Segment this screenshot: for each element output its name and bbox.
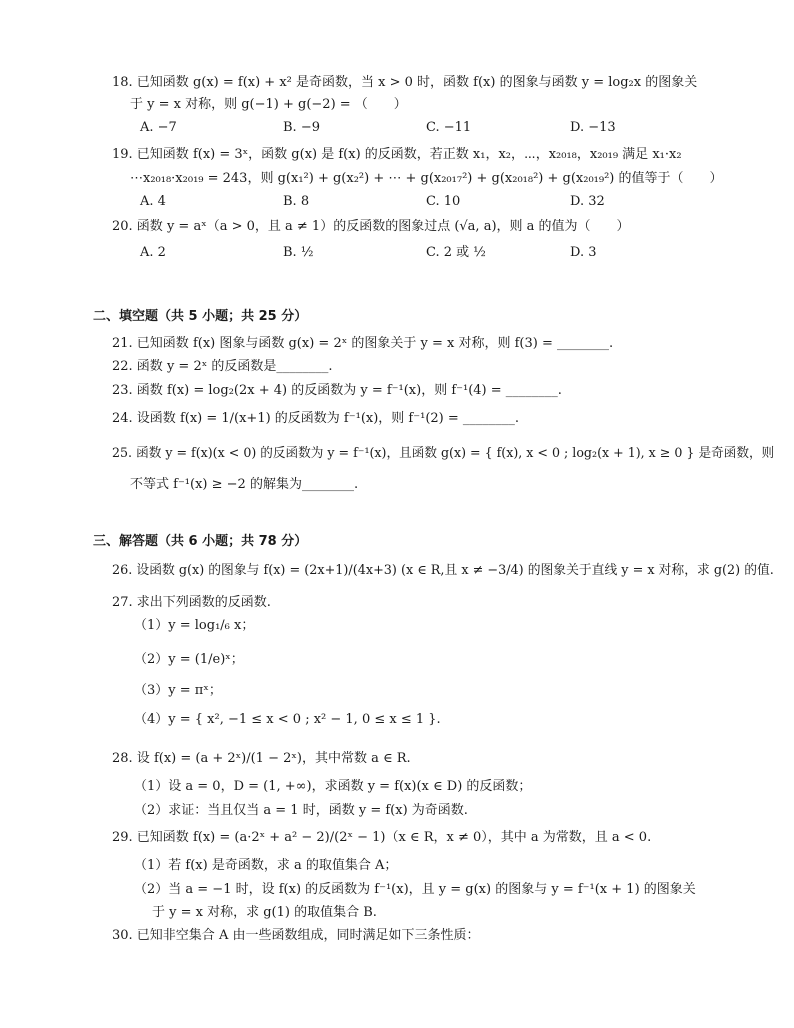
q27-stem: 27. 求出下列函数的反函数. <box>112 595 271 610</box>
q25-line1: 25. 函数 y = f(x)(x < 0) 的反函数为 y = f⁻¹(x)，且函数 g(x) = { f(x), x < 0 ; log₂(x + 1), x ≥ 0 } 是奇函数，则 <box>112 446 775 461</box>
q23: 23. 函数 f(x) = log₂(2x + 4) 的反函数为 y = f⁻¹(x)，则 f⁻¹(4) = ________. <box>112 383 562 398</box>
q29-stem: 29. 已知函数 f(x) = (a·2ˣ + a² − 2)/(2ˣ − 1)（x ∈ R，x ≠ 0），其中 a 为常数，且 a < 0. <box>112 830 652 845</box>
q19-line1: 19. 已知函数 f(x) = 3ˣ，函数 g(x) 是 f(x) 的反函数，若正数 x₁，x₂，⋯，x₂₀₁₈，x₂₀₁₉ 满足 x₁·x₂ <box>112 147 682 162</box>
q21: 21. 已知函数 f(x) 图象与函数 g(x) = 2ˣ 的图象关于 y = x 对称，则 f(3) = ________. <box>112 336 614 351</box>
q18-option-d: D. −13 <box>570 120 616 135</box>
q27-part3: （3）y = πˣ； <box>134 683 222 698</box>
q27-part1: （1）y = log₁/₆ x； <box>134 618 255 633</box>
q19-option-c: C. 10 <box>426 194 461 209</box>
q19-option-a: A. 4 <box>140 194 166 209</box>
q28-part1: （1）设 a = 0，D = (1, +∞)，求函数 y = f(x)(x ∈ D) 的反函数； <box>134 779 532 794</box>
q18-option-c: C. −11 <box>426 120 472 135</box>
q20-option-a: A. 2 <box>140 245 166 260</box>
q20-option-c: C. 2 或 ½ <box>426 245 486 260</box>
q20-line1: 20. 函数 y = aˣ（a > 0，且 a ≠ 1）的反函数的图象过点 (√a, a)，则 a 的值为（ ） <box>112 219 630 234</box>
q18-line1: 18. 已知函数 g(x) = f(x) + x² 是奇函数，当 x > 0 时，函数 f(x) 的图象与函数 y = log₂x 的图象关 <box>112 75 698 90</box>
q22: 22. 函数 y = 2ˣ 的反函数是________. <box>112 359 333 374</box>
q19-option-b: B. 8 <box>283 194 310 209</box>
q20-option-b: B. ½ <box>283 245 314 260</box>
q29-part2-cont: 于 y = x 对称，求 g(1) 的取值集合 B. <box>152 905 377 920</box>
q28-stem: 28. 设 f(x) = (a + 2ˣ)/(1 − 2ˣ)，其中常数 a ∈ R. <box>112 751 411 766</box>
q19-option-d: D. 32 <box>570 194 605 209</box>
q28-part2: （2）求证：当且仅当 a = 1 时，函数 y = f(x) 为奇函数. <box>134 803 468 818</box>
q18-line2: 于 y = x 对称，则 g(−1) + g(−2) = （ ） <box>130 97 407 112</box>
q27-part4: （4）y = { x², −1 ≤ x < 0 ; x² − 1, 0 ≤ x ≤ 1 }. <box>134 712 441 727</box>
section-3-heading: 三、解答题（共 6 小题；共 78 分） <box>93 534 308 549</box>
q27-part2: （2）y = (1/e)ˣ； <box>134 652 244 667</box>
q19-line2: ⋯x₂₀₁₈·x₂₀₁₉ = 243，则 g(x₁²) + g(x₂²) + ⋯ + g(x₂₀₁₇²) + g(x₂₀₁₈²) + g(x₂₀₁₉²) 的值等于（ ） <box>130 171 723 186</box>
section-2-heading: 二、填空题（共 5 小题；共 25 分） <box>93 309 308 324</box>
q26: 26. 设函数 g(x) 的图象与 f(x) = (2x+1)/(4x+3) (x ∈ R,且 x ≠ −3/4) 的图象关于直线 y = x 对称，求 g(2) 的值. <box>112 563 774 578</box>
q18-option-a: A. −7 <box>140 120 177 135</box>
q30: 30. 已知非空集合 A 由一些函数组成，同时满足如下三条性质： <box>112 928 480 943</box>
q29-part1: （1）若 f(x) 是奇函数，求 a 的取值集合 A； <box>134 858 398 873</box>
q24: 24. 设函数 f(x) = 1/(x+1) 的反函数为 f⁻¹(x)，则 f⁻¹(2) = ________. <box>112 411 520 426</box>
q29-part2: （2）当 a = −1 时，设 f(x) 的反函数为 f⁻¹(x)，且 y = g(x) 的图象与 y = f⁻¹(x + 1) 的图象关 <box>134 882 696 897</box>
q20-option-d: D. 3 <box>570 245 597 260</box>
q18-option-b: B. −9 <box>283 120 320 135</box>
q25-line2: 不等式 f⁻¹(x) ≥ −2 的解集为________. <box>130 477 359 492</box>
